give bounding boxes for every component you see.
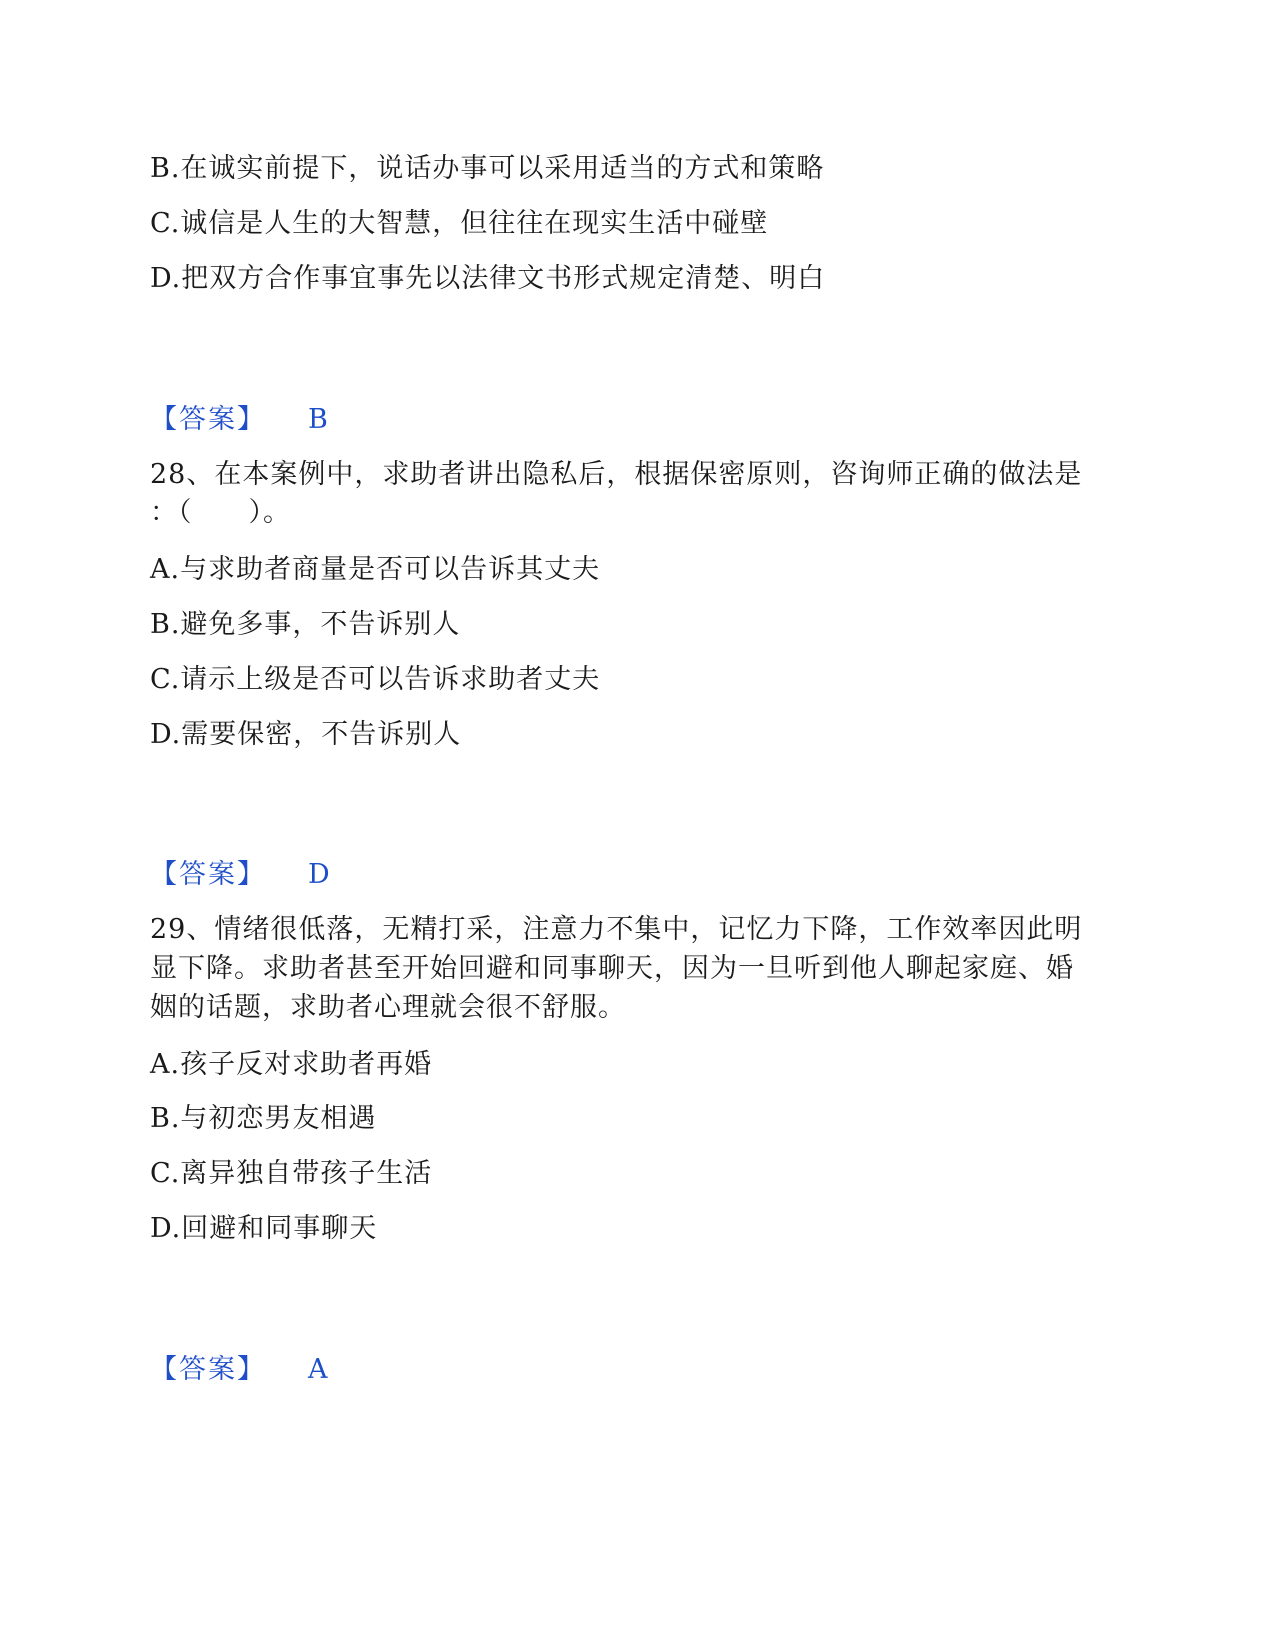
q28-option-a: A.与求助者商量是否可以告诉其丈夫 bbox=[150, 554, 601, 585]
q29-stem-line-3: 姻的话题，求助者心理就会很不舒服。 bbox=[150, 992, 626, 1023]
q27-option-b: B.在诚实前提下，说话办事可以采用适当的方式和策略 bbox=[150, 153, 825, 184]
q28-answer-label: 【答案】 bbox=[150, 859, 266, 890]
q29-option-d: D.回避和同事聊天 bbox=[150, 1213, 378, 1244]
q28-answer-value: D bbox=[308, 859, 330, 890]
q27-answer-label: 【答案】 bbox=[150, 404, 266, 435]
q28-stem-line-2: ：（ ）。 bbox=[150, 497, 291, 528]
q29-answer-label: 【答案】 bbox=[150, 1354, 266, 1385]
q27-answer bbox=[150, 403, 328, 437]
q27-answer-value: B bbox=[308, 404, 328, 435]
q27-option-d: D.把双方合作事宜事先以法律文书形式规定清楚、明白 bbox=[150, 263, 826, 294]
q28-option-d: D.需要保密，不告诉别人 bbox=[150, 719, 462, 750]
q29-option-a: A.孩子反对求助者再婚 bbox=[150, 1049, 433, 1080]
q28-option-b: B.避免多事，不告诉别人 bbox=[150, 609, 461, 640]
q27-option-c: C.诚信是人生的大智慧，但往往在现实生活中碰壁 bbox=[150, 208, 769, 239]
q28-option-c: C.请示上级是否可以告诉求助者丈夫 bbox=[150, 664, 601, 695]
q28-answer bbox=[150, 858, 330, 892]
q29-answer bbox=[150, 1353, 328, 1387]
q29-answer-value: A bbox=[308, 1354, 328, 1385]
q29-option-c: C.离异独自带孩子生活 bbox=[150, 1158, 433, 1189]
q29-stem-line-2: 显下降。求助者甚至开始回避和同事聊天，因为一旦听到他人聊起家庭、婚 bbox=[150, 953, 1074, 984]
q29-stem-line-1: 29、情绪很低落，无精打采，注意力不集中，记忆力下降，工作效率因此明 bbox=[150, 914, 1083, 945]
q28-stem-line-1: 28、在本案例中，求助者讲出隐私后，根据保密原则，咨询师正确的做法是 bbox=[150, 459, 1083, 490]
q29-option-b: B.与初恋男友相遇 bbox=[150, 1103, 377, 1134]
